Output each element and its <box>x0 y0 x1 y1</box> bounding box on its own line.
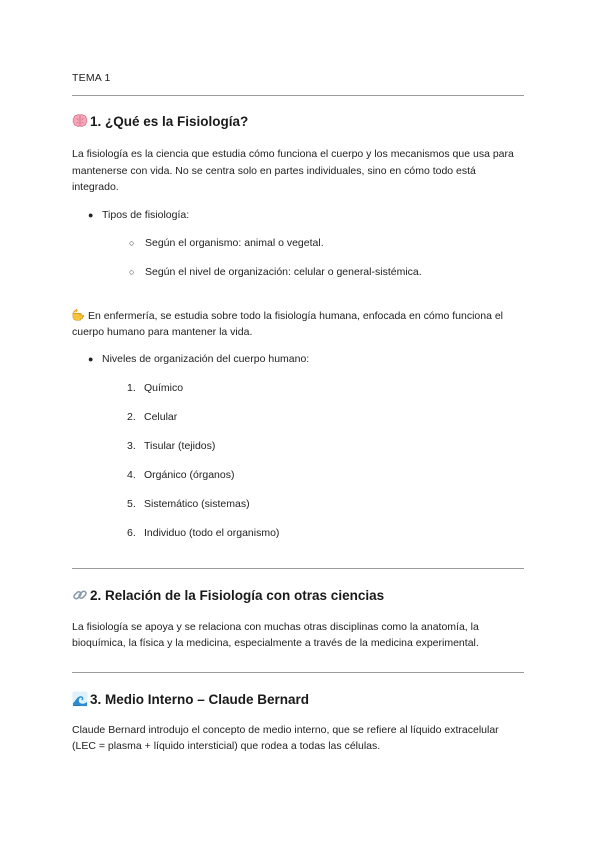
level-item: Tisular (tejidos) <box>144 439 216 452</box>
types-label: Tipos de fisiología: <box>102 208 190 221</box>
list-item <box>72 351 524 367</box>
type-item-level: Según el nivel de organización: celular o general-sistémica. <box>145 265 422 278</box>
link-icon <box>72 587 88 603</box>
list-item <box>72 525 524 541</box>
list-number: 3. <box>127 439 136 452</box>
nursing-note <box>72 307 524 341</box>
water-wave-icon <box>72 691 88 707</box>
document-page <box>72 70 524 755</box>
list-number: 2. <box>127 410 136 423</box>
horizontal-divider <box>72 672 524 673</box>
nursing-note-text: En enfermería, se estudia sobre todo la fisiología humana, enfocada en cómo funciona el cuerpo humano para mantener la vida. <box>72 309 504 338</box>
section-3-paragraph: Claude Bernard introdujo el concepto de medio interno, que se refiere al líquido extracelular (LEC = plasma + líquido intersticial) que rodea a todas las células. <box>72 723 499 752</box>
section-3-title: 3. Medio Interno – Claude Bernard <box>90 691 310 707</box>
section-2-heading <box>72 586 524 606</box>
pointing-hand-icon <box>72 307 86 321</box>
list-item <box>72 409 524 425</box>
bullet-circle: ○ <box>129 266 135 277</box>
levels-ordered-list <box>72 380 524 541</box>
horizontal-divider <box>72 568 524 569</box>
list-item <box>72 235 524 251</box>
section-3-heading <box>72 690 524 710</box>
level-item: Orgánico (órganos) <box>144 468 235 481</box>
list-number: 1. <box>127 381 136 394</box>
list-item <box>72 264 524 280</box>
level-item: Sistemático (sistemas) <box>144 497 250 510</box>
list-number: 4. <box>127 468 136 481</box>
levels-label: Niveles de organización del cuerpo humano: <box>102 352 310 365</box>
document-header: TEMA 1 <box>72 72 111 84</box>
section-2-paragraph: La fisiología se apoya y se relaciona con muchas otras disciplinas como la anatomía, la bioquímica, la física y la medicina, especialmente a través de la medicina experimental. <box>72 620 479 649</box>
brain-icon <box>72 113 88 129</box>
horizontal-divider <box>72 95 524 96</box>
list-number: 5. <box>127 497 136 510</box>
types-sublist <box>72 235 524 280</box>
list-number: 6. <box>127 526 136 539</box>
level-item: Químico <box>144 381 184 394</box>
list-item <box>72 207 524 223</box>
bullet-circle: ○ <box>129 237 135 248</box>
bullet-disc: ● <box>88 209 94 220</box>
list-item <box>72 438 524 454</box>
levels-list <box>72 351 524 367</box>
bullet-disc: ● <box>88 353 94 364</box>
list-item <box>72 467 524 483</box>
section-2-title: 2. Relación de la Fisiología con otras ciencias <box>90 587 385 603</box>
types-list <box>72 207 524 223</box>
section-1-title: 1. ¿Qué es la Fisiología? <box>90 114 249 129</box>
section-1-heading <box>72 112 524 132</box>
list-item <box>72 380 524 396</box>
level-item: Individuo (todo el organismo) <box>144 526 280 539</box>
level-item: Celular <box>144 410 178 423</box>
type-item-organism: Según el organismo: animal o vegetal. <box>145 236 324 249</box>
section-1-paragraph: La fisiología es la ciencia que estudia cómo funciona el cuerpo y los mecanismos que usa para mantenerse con vida. No se centra solo en partes individuales, sino en cómo todo está integrado. <box>72 148 514 193</box>
list-item <box>72 496 524 512</box>
